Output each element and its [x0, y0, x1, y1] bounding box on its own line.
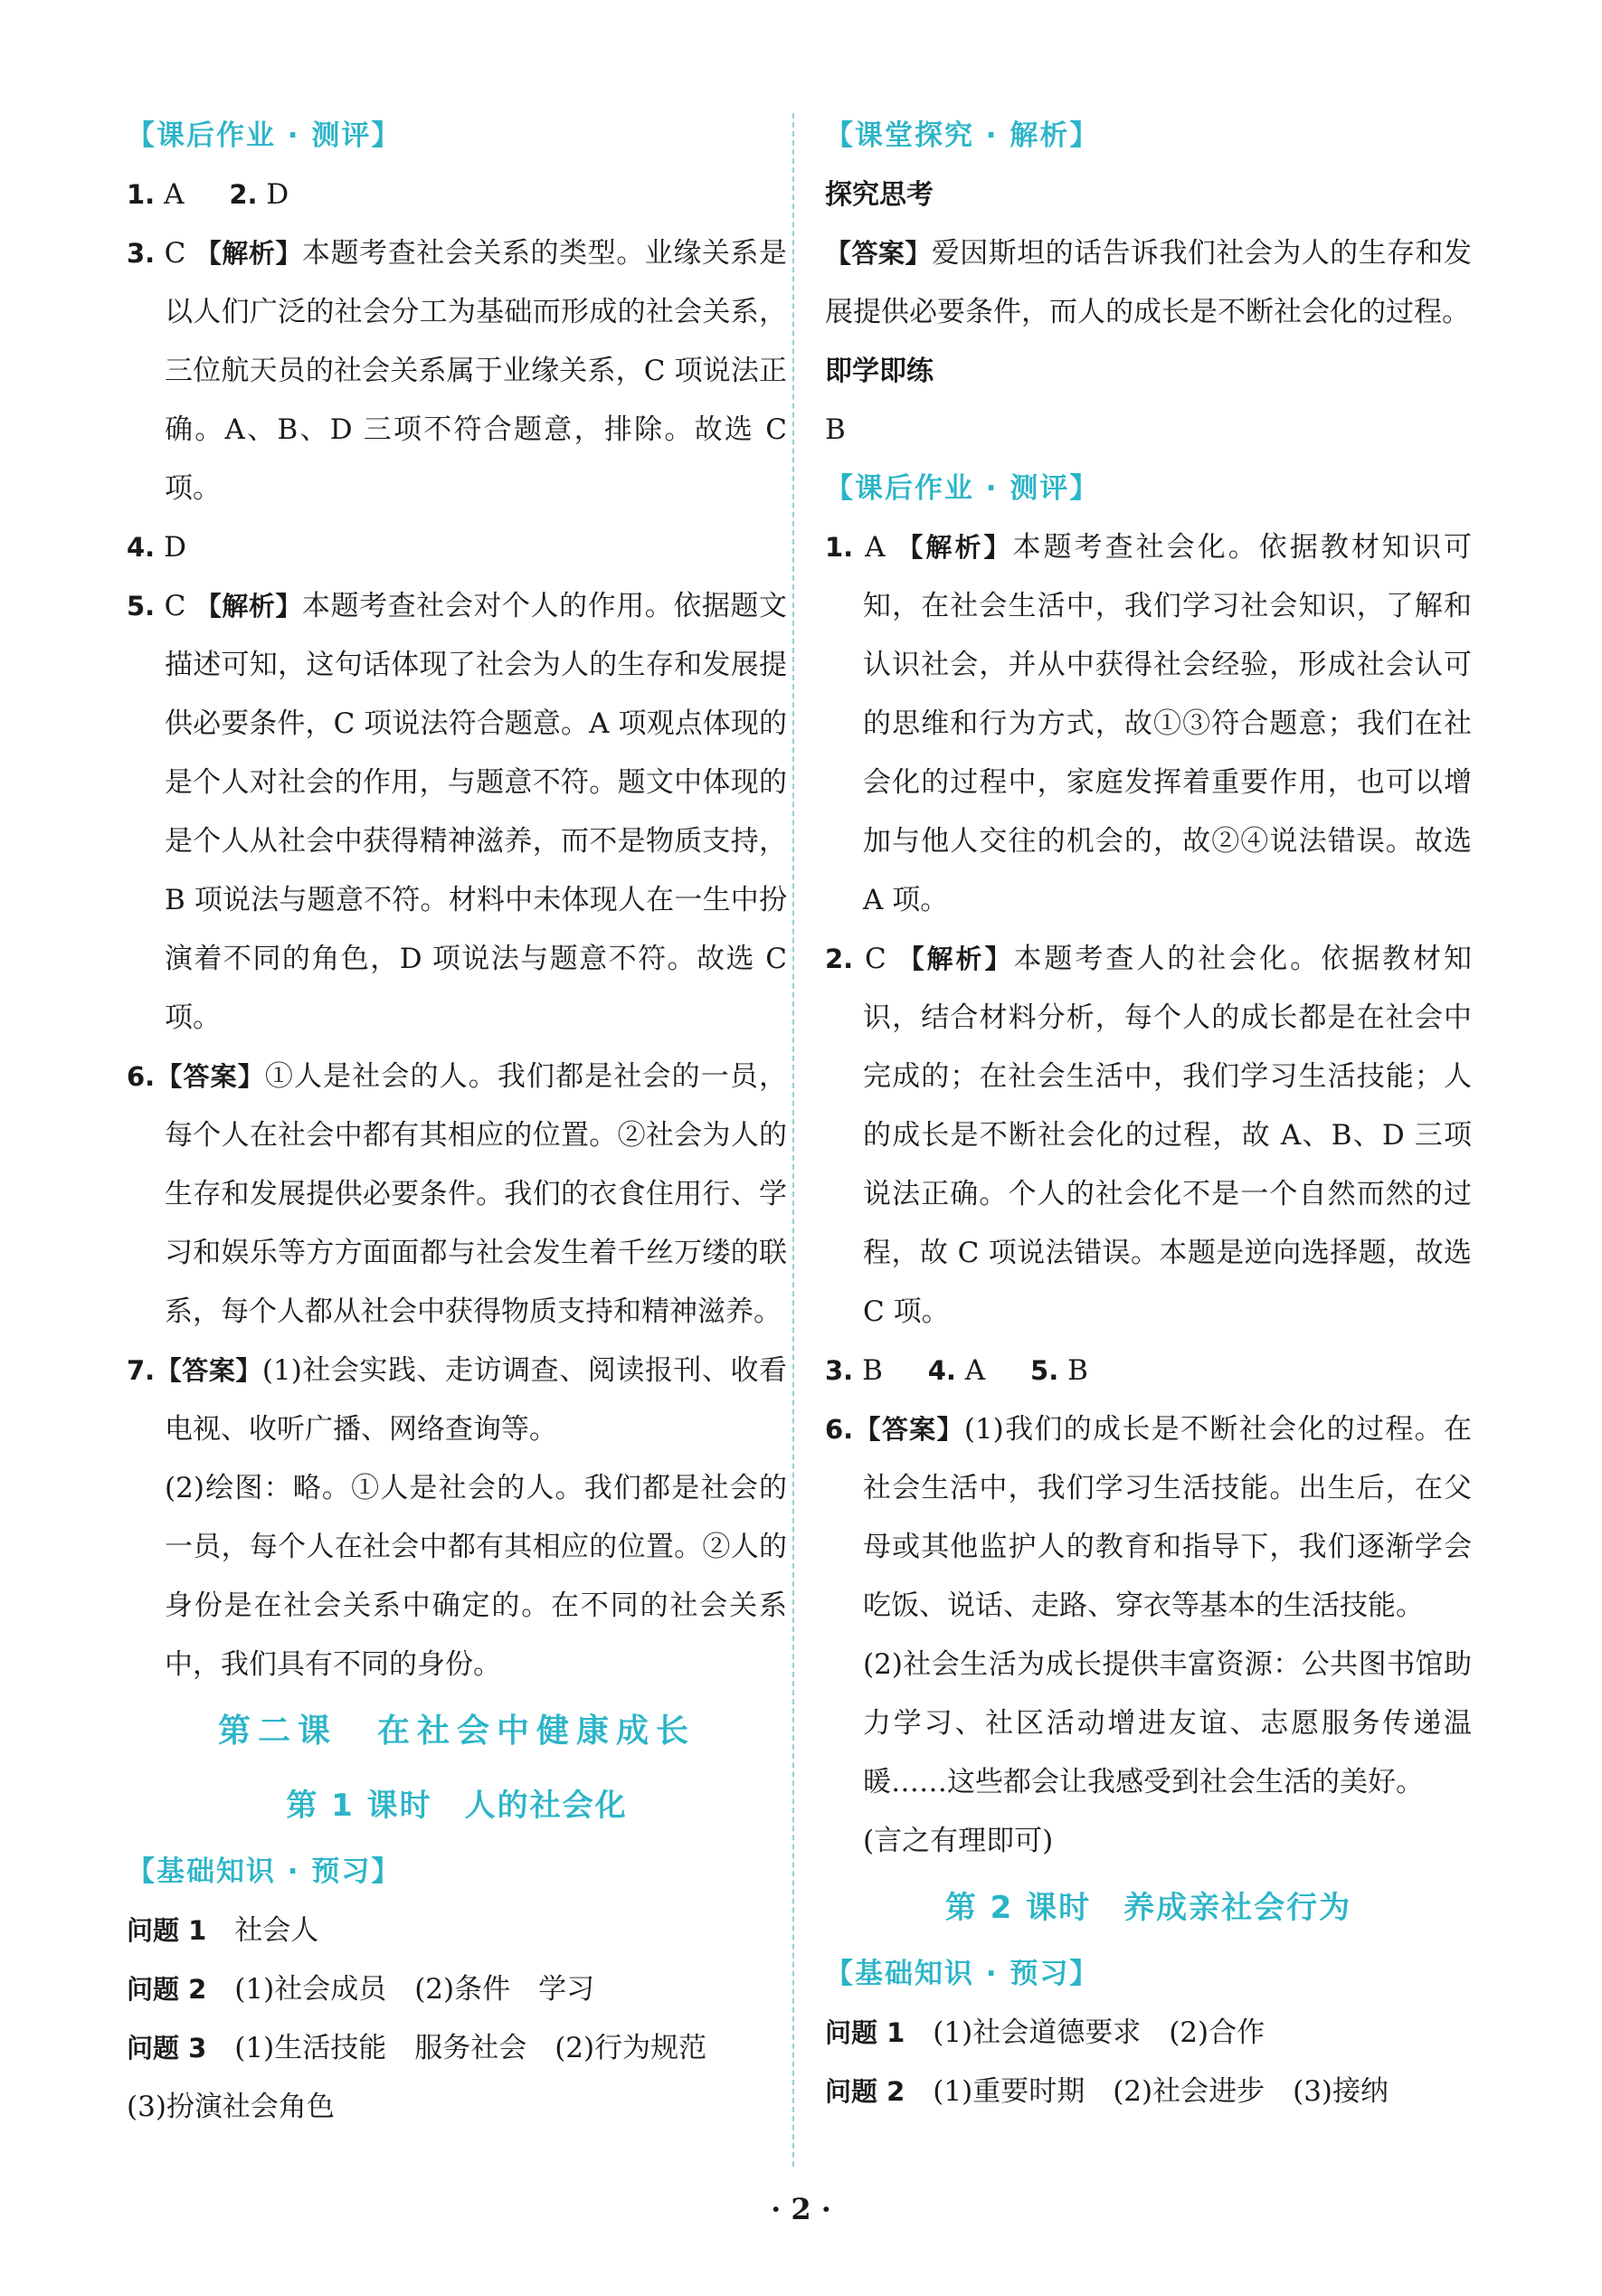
- right-column: [825, 107, 1472, 2121]
- lesson-title: 第二课 在社会中健康成长: [217, 1713, 696, 1750]
- answer-1-2: 1. A 2. D: [127, 178, 289, 211]
- question-3-cont: (3)扮演社会角色: [127, 2091, 335, 2123]
- answer-3: 3. C 【解析】本题考查社会关系的类型。业缘关系是以人们广泛的社会分工为基础而形成的社会关系，三位航天员的社会关系属于业缘关系，C 项说法正确。A、B、D 三项不符合题意，排除。故选 C 项。: [127, 237, 787, 505]
- answer-7-part-2: (2)绘图：略。①人是社会的人。我们都是社会的一员，每个人在社会中都有其相应的位置。②人的身份是在社会关系中确定的。在不同的社会关系中，我们具有不同的身份。: [165, 1472, 787, 1681]
- question-1: 问题 1 社会人: [127, 1914, 319, 1947]
- question-2: 问题 2 (1)社会成员 (2)条件 学习: [127, 1973, 595, 2006]
- answer-5: 5. C 【解析】本题考查社会对个人的作用。依据题文描述可知，这句话体现了社会为人的生存和发展提供必要条件，C 项说法符合题意。A 项观点体现的是个人对社会的作用，与题意不符。题文中体现的是个人从社会中获得精神滋养，而不是物质支持，B 项说法与题意不符。材料中未体现人在一生中扮演着不同的角色，D 项说法与题意不符。故选 C 项。: [127, 590, 787, 1034]
- page-number: · 2 ·: [771, 2192, 831, 2226]
- answer-3-5: 3. B 4. A 5. B: [825, 1354, 1088, 1387]
- period-title: 第 1 课时 人的社会化: [286, 1788, 628, 1824]
- section-tag: 【基础知识 · 预习】: [825, 1958, 1100, 1990]
- column-divider: [792, 113, 794, 2167]
- subheading: 探究思考: [825, 179, 934, 211]
- answer-1: 1. A 【解析】本题考查社会化。依据教材知识可知，在社会生活中，我们学习社会知识，了解和认识社会，并从中获得社会经验，形成社会认可的思维和行为方式，故①③符合题意；我们在社会化的过程中，家庭发挥着重要作用，也可以增加与他人交往的机会的，故②④说法错误。故选 A 项。: [825, 531, 1472, 916]
- question-2: 问题 2 (1)重要时期 (2)社会进步 (3)接纳: [825, 2075, 1389, 2108]
- answer-6: 6.【答案】(1)我们的成长是不断社会化的过程。在社会生活中，我们学习生活技能。出生后，在父母或其他监护人的教育和指导下，我们逐渐学会吃饭、说话、走路、穿衣等基本的生活技能。: [825, 1413, 1472, 1622]
- period-title: 第 2 课时 养成亲社会行为: [944, 1890, 1352, 1926]
- section-tag: 【课堂探究 · 解析】: [825, 119, 1100, 152]
- section-tag: 【基础知识 · 预习】: [127, 1855, 402, 1888]
- answer-4: 4. D: [127, 531, 186, 564]
- section-tag: 【课后作业 · 测评】: [127, 119, 402, 152]
- answer-6-note: (言之有理即可): [863, 1825, 1054, 1857]
- section-tag: 【课后作业 · 测评】: [825, 472, 1100, 505]
- left-column: [127, 107, 787, 2137]
- subheading: 即学即练: [825, 356, 934, 387]
- practice-answer: B: [825, 413, 846, 446]
- answer-6-part-2: (2)社会生活为成长提供丰富资源：公共图书馆助力学习、社区活动增进友谊、志愿服务传递温暖……这些都会让我感受到社会生活的美好。: [863, 1648, 1472, 1798]
- answer-2: 2. C 【解析】本题考查人的社会化。依据教材知识，结合材料分析，每个人的成长都是在社会中完成的；在社会生活中，我们学习生活技能；人的成长是不断社会化的过程，故 A、B、D 三项说法正确。个人的社会化不是一个自然而然的过程，故 C 项说法错误。本题是逆向选择题，故选 C 项。: [825, 943, 1472, 1328]
- question-3: 问题 3 (1)生活技能 服务社会 (2)行为规范: [127, 2032, 707, 2064]
- question-1: 问题 1 (1)社会道德要求 (2)合作: [825, 2016, 1265, 2049]
- answer-6: 6.【答案】①人是社会的人。我们都是社会的一员，每个人在社会中都有其相应的位置。②社会为人的生存和发展提供必要条件。我们的衣食住用行、学习和娱乐等方方面面都与社会发生着千丝万缕的联系，每个人都从社会中获得物质支持和精神滋养。: [127, 1060, 787, 1328]
- explore-answer: 【答案】爱因斯坦的话告诉我们社会为人的生存和发展提供必要条件，而人的成长是不断社会化的过程。: [825, 237, 1472, 328]
- answer-7: 7.【答案】(1)社会实践、走访调查、阅读报刊、收看电视、收听广播、网络查询等。: [127, 1354, 787, 1446]
